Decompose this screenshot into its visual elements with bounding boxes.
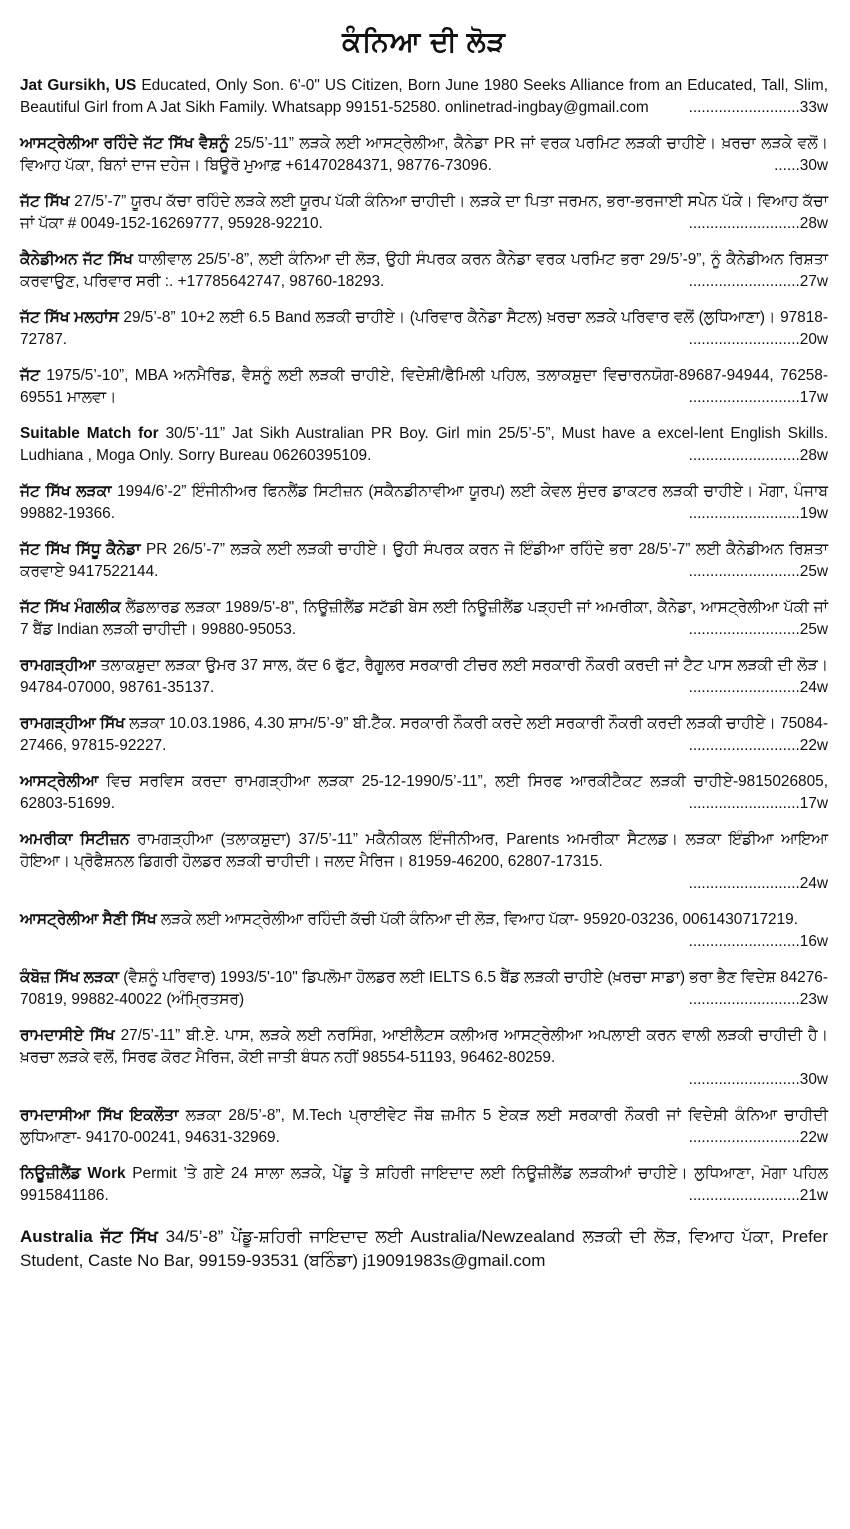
ad-lead: ਅਮਰੀਕਾ ਸਿਟੀਜ਼ਨ bbox=[20, 831, 130, 848]
ad-lead: ਰਾਮਦਾਸੀਏ ਸਿੱਖ bbox=[20, 1027, 115, 1044]
ad-lead: ਰਾਮਗੜ੍ਹੀਆ bbox=[20, 657, 96, 674]
page-title: ਕੰਨਿਆ ਦੀ ਲੋੜ bbox=[342, 26, 506, 57]
ad-item bbox=[20, 829, 828, 895]
ad-text: 34/5’-8” ਪੇਂਡੂ-ਸ਼ਹਿਰੀ ਜਾਇਦਾਦ ਲਈ Australia/Newzealand ਲੜਕੀ ਦੀ ਲੋੜ, ਵਿਆਹ ਪੱਕਾ, Prefer Student, Caste No Bar, 99159-93531 (ਬਠਿੰਡਾ) j19091983s@gmail.com bbox=[20, 1227, 828, 1270]
ad-text: PR 26/5’-7” ਲੜਕੇ ਲਈ ਲੜਕੀ ਚਾਹੀਏ। ਉਹੀ ਸੰਪਰਕ ਕਰਨ ਜੋ ਇੰਡੀਆ ਰਹਿੰਦੇ ਭਰਾ 28/5’-7” ਲਈ ਕੈਨੇਡੀਅਨ ਰਿਸ਼ਤਾ ਕਰਵਾਏ 9417522144. bbox=[20, 541, 828, 580]
ad-item bbox=[20, 481, 828, 525]
ad-lead: ਆਸਟ੍ਰੇਲੀਆ ਸੈਣੀ ਸਿੱਖ bbox=[20, 911, 157, 928]
ad-code: ..........................24w bbox=[688, 875, 828, 892]
ad-text: 29/5’-8” 10+2 ਲਈ 6.5 Band ਲੜਕੀ ਚਾਹੀਏ। (ਪਰਿਵਾਰ ਕੈਨੇਡਾ ਸੈਟਲ) ਖ਼ਰਚਾ ਲੜਕੇ ਪਰਿਵਾਰ ਵਲੋਂ (ਲੁਧਿਆਣਾ)। 97818-72787. bbox=[20, 309, 828, 348]
ad-code: ..........................30w bbox=[688, 1071, 828, 1088]
ad-lead: ਕੰਬੋਜ਼ ਸਿੱਖ ਲੜਕਾ bbox=[20, 969, 120, 986]
ad-lead: ਜੱਟ bbox=[20, 367, 40, 384]
ad-item bbox=[20, 1105, 828, 1149]
ad-item bbox=[20, 423, 828, 467]
ad-text: ਵਿਚ ਸਰਵਿਸ ਕਰਦਾ ਰਾਮਗੜ੍ਹੀਆ ਲੜਕਾ 25-12-1990/5’-11”, ਲਈ ਸਿਰਫ ਆਰਕੀਟੈਕਟ ਲੜਕੀ ਚਾਹੀਏ-9815026805, 62803-51699. bbox=[20, 773, 828, 812]
ad-text: 25/5’-11” ਲੜਕੇ ਲਈ ਆਸਟ੍ਰੇਲੀਆ, ਕੈਨੇਡਾ PR ਜਾਂ ਵਰਕ ਪਰਮਿਟ ਲੜਕੀ ਚਾਹੀਏ। ਖ਼ਰਚਾ ਲੜਕੇ ਵਲੋਂ। ਵਿਆਹ ਪੱਕਾ, ਬਿਨਾਂ ਦਾਜ ਦਹੇਜ। ਬਿਊਰੋ ਮੁਆਫ਼ +61470284371, 98776-73096. bbox=[20, 135, 828, 174]
ad-lead: ਰਾਮਦਾਸੀਆ ਸਿੱਖ ਇਕਲੌਤਾ bbox=[20, 1107, 179, 1124]
ad-item bbox=[20, 1025, 828, 1091]
ad-text: 30/5’-11” Jat Sikh Australian PR Boy. Girl min 25/5’-5”, Must have a excel-lent English Skills. Ludhiana , Moga Only. Sorry Bureau 06260395109. bbox=[20, 425, 828, 464]
ad-code: ..........................17w bbox=[688, 795, 828, 812]
ad-lead: Australia ਜੱਟ ਸਿੱਖ bbox=[20, 1227, 158, 1246]
ad-code: ..........................25w bbox=[688, 563, 828, 580]
classifieds-page bbox=[0, 26, 850, 1529]
ad-text: ਤਲਾਕਸ਼ੁਦਾ ਲੜਕਾ ਉਮਰ 37 ਸਾਲ, ਕੱਦ 6 ਫੁੱਟ, ਰੈਗੂਲਰ ਸਰਕਾਰੀ ਟੀਚਰ ਲਈ ਸਰਕਾਰੀ ਨੌਕਰੀ ਕਰਦੀ ਜਾਂ ਟੈਟ ਪਾਸ ਲੜਕੀ ਦੀ ਲੋੜ। 94784-07000, 98761-35137. bbox=[20, 657, 828, 696]
ad-code: ..........................16w bbox=[688, 933, 828, 950]
ad-lead: ਕੈਨੇਡੀਅਨ ਜੱਟ ਸਿੱਖ bbox=[20, 251, 133, 268]
ad-text: 27/5’-7” ਯੂਰਪ ਕੱਚਾ ਰਹਿੰਦੇ ਲੜਕੇ ਲਈ ਯੂਰਪ ਪੱਕੀ ਕੰਨਿਆ ਚਾਹੀਦੀ। ਲੜਕੇ ਦਾ ਪਿਤਾ ਜਰਮਨ, ਭਰਾ-ਭਰਜਾਈ ਸਪੇਨ ਪੱਕੇ। ਵਿਆਹ ਕੱਚਾ ਜਾਂ ਪੱਕਾ # 0049-152-16269777, 95928-92210. bbox=[20, 193, 828, 232]
ad-item bbox=[20, 539, 828, 583]
ad-code: ......30w bbox=[774, 157, 828, 174]
ad-code: ..........................20w bbox=[688, 331, 828, 348]
ad-lead: ਆਸਟ੍ਰੇਲੀਆ bbox=[20, 773, 99, 790]
ad-item bbox=[20, 597, 828, 641]
ad-text: 27/5’-11” ਬੀ.ਏ. ਪਾਸ, ਲੜਕੇ ਲਈ ਨਰਸਿੰਗ, ਆਈਲੈਟਸ ਕਲੀਅਰ ਆਸਟ੍ਰੇਲੀਆ ਅਪਲਾਈ ਕਰਨ ਵਾਲੀ ਲੜਕੀ ਚਾਹੀਦੀ ਹੈ। ਖ਼ਰਚਾ ਲੜਕੇ ਵਲੋਂ, ਸਿਰਫ ਕੋਰਟ ਮੈਰਿਜ, ਕੋਈ ਜਾਤੀ ਬੰਧਨ ਨਹੀਂ 98554-51193, 96462-80259. bbox=[20, 1027, 828, 1066]
ad-text: ਰਾਮਗੜ੍ਹੀਆ (ਤਲਾਕਸ਼ੁਦਾ) 37/5’-11” ਮਕੈਨੀਕਲ ਇੰਜੀਨੀਅਰ, Parents ਅਮਰੀਕਾ ਸੈਟਲਡ। ਲੜਕਾ ਇੰਡੀਆ ਆਇਆ ਹੋਇਆ। ਪ੍ਰੋਫੈਸ਼ਨਲ ਡਿਗਰੀ ਹੋਲਡਰ ਲੜਕੀ ਚਾਹੀਦੀ। ਜਲਦ ਮੈਰਿਜ। 81959-46200, 62807-17315. bbox=[20, 831, 828, 870]
ad-text: ਲੜਕੇ ਲਈ ਆਸਟ੍ਰੇਲੀਆ ਰਹਿੰਦੀ ਕੱਚੀ ਪੱਕੀ ਕੰਨਿਆ ਦੀ ਲੋੜ, ਵਿਆਹ ਪੱਕਾ- 95920-03236, 0061430717219. bbox=[156, 911, 798, 928]
ad-item bbox=[20, 133, 828, 177]
ad-item bbox=[20, 909, 828, 953]
ad-text: Permit ’ਤੇ ਗਏ 24 ਸਾਲਾ ਲੜਕੇ, ਪੇਂਡੂ ਤੇ ਸ਼ਹਿਰੀ ਜਾਇਦਾਦ ਲਈ ਨਿਊਜ਼ੀਲੈਂਡ ਲੜਕੀਆਂ ਚਾਹੀਏ। ਲੁਧਿਆਣਾ, ਮੋਗਾ ਪਹਿਲ 9915841186. bbox=[20, 1165, 828, 1204]
ad-lead: ਆਸਟ੍ਰੇਲੀਆ ਰਹਿੰਦੇ ਜੱਟ ਸਿੱਖ ਵੈਸ਼ਨੂੰ bbox=[20, 135, 229, 152]
ad-lead: ਜੱਟ ਸਿੱਖ bbox=[20, 193, 70, 210]
ad-code: ..........................19w bbox=[688, 505, 828, 522]
ad-item bbox=[20, 75, 828, 119]
ad-code: ..........................33w bbox=[688, 99, 828, 116]
ad-item bbox=[20, 365, 828, 409]
ad-text: 1975/5’-10”, MBA ਅਨਮੈਰਿਡ, ਵੈਸ਼ਨੂੰ ਲਈ ਲੜਕੀ ਚਾਹੀਏ, ਵਿਦੇਸ਼ੀ/ਫੈਮਿਲੀ ਪਹਿਲ, ਤਲਾਕਸ਼ੁਦਾ ਵਿਚਾਰਨਯੋਗ-89687-94944, 76258-69551 ਮਾਲਵਾ। bbox=[20, 367, 828, 406]
ad-lead: ਨਿਊਜ਼ੀਲੈਂਡ Work bbox=[20, 1165, 126, 1182]
ad-item bbox=[20, 655, 828, 699]
ad-item bbox=[20, 713, 828, 757]
ad-code: ..........................27w bbox=[688, 273, 828, 290]
ad-code: ..........................28w bbox=[688, 447, 828, 464]
ad-item bbox=[20, 967, 828, 1011]
ad-code: ..........................24w bbox=[688, 679, 828, 696]
ad-item bbox=[20, 249, 828, 293]
ad-item bbox=[20, 771, 828, 815]
ad-text: ਧਾਲੀਵਾਲ 25/5’-8”, ਲਈ ਕੰਨਿਆ ਦੀ ਲੋੜ, ਉਹੀ ਸੰਪਰਕ ਕਰਨ ਕੈਨੇਡਾ ਵਰਕ ਪਰਮਿਟ ਭਰਾ 29/5’-9”, ਨੂੰ ਕੈਨੇਡੀਅਨ ਰਿਸ਼ਤਾ ਕਰਵਾਉਣ, ਪਰਿਵਾਰ ਸਰੀ :. +17785642747, 98760-18293. bbox=[20, 251, 828, 290]
ad-code: ..........................21w bbox=[688, 1187, 828, 1204]
ad-item bbox=[20, 191, 828, 235]
ad-item bbox=[20, 307, 828, 351]
ad-text: ਲੈਂਡਲਾਰਡ ਲੜਕਾ 1989/5'-8", ਨਿਊਜ਼ੀਲੈਂਡ ਸਟੱਡੀ ਬੇਸ ਲਈ ਨਿਊਜ਼ੀਲੈਂਡ ਪੜ੍ਹਦੀ ਜਾਂ ਅਮਰੀਕਾ, ਕੈਨੇਡਾ, ਆਸਟ੍ਰੇਲੀਆ ਪੱਕੀ ਜਾਂ 7 ਬੈਂਡ Indian ਲੜਕੀ ਚਾਹੀਦੀ। 99880-95053. bbox=[20, 599, 828, 638]
ad-text: 1994/6’-2” ਇੰਜੀਨੀਅਰ ਫਿਨਲੈਂਡ ਸਿਟੀਜ਼ਨ (ਸਕੈਨਡੀਨਾਵੀਆ ਯੂਰਪ) ਲਈ ਕੇਵਲ ਸੁੰਦਰ ਡਾਕਟਰ ਲੜਕੀ ਚਾਹੀਏ। ਮੋਗਾ, ਪੰਜਾਬ 99882-19366. bbox=[20, 483, 828, 522]
ad-text: ਲੜਕਾ 10.03.1986, 4.30 ਸ਼ਾਮ/5’-9” ਬੀ.ਟੈੱਕ. ਸਰਕਾਰੀ ਨੌਕਰੀ ਕਰਦੇ ਲਈ ਸਰਕਾਰੀ ਨੌਕਰੀ ਕਰਦੀ ਲੜਕੀ ਚਾਹੀਏ। 75084-27466, 97815-92227. bbox=[20, 715, 828, 754]
ad-lead: ਜੱਟ ਸਿੱਖ ਸਿੱਧੂ ਕੈਨੇਡਾ bbox=[20, 541, 141, 558]
ad-code: ..........................22w bbox=[688, 737, 828, 754]
ad-text: (ਵੈਸ਼ਨੂੰ ਪਰਿਵਾਰ) 1993/5'-10" ਡਿਪਲੋਮਾ ਹੋਲਡਰ ਲਈ IELTS 6.5 ਬੈਂਡ ਲੜਕੀ ਚਾਹੀਏ (ਖ਼ਰਚਾ ਸਾਡਾ) ਭਰਾ ਭੈਣ ਵਿਦੇਸ਼ 84276-70819, 99882-40022 (ਅੰਮ੍ਰਿਤਸਰ) bbox=[20, 969, 828, 1008]
ad-lead: ਰਾਮਗੜ੍ਹੀਆ ਸਿੱਖ bbox=[20, 715, 125, 732]
ad-lead: ਜੱਟ ਸਿੱਖ ਮੰਗਲੀਕ bbox=[20, 599, 121, 616]
ad-lead: Suitable Match for bbox=[20, 425, 159, 442]
ad-lead: Jat Gursikh, US bbox=[20, 77, 137, 94]
ad-lead: ਜੱਟ ਸਿੱਖ ਲੜਕਾ bbox=[20, 483, 112, 500]
ad-text: Educated, Only Son. 6'-0" US Citizen, Born June 1980 Seeks Alliance from an Educated, Tall, Slim, Beautiful Girl from A Jat Sikh Family. Whatsapp 99151-52580. onlinetrad-ingbay@gmail.com bbox=[20, 77, 828, 116]
ad-item bbox=[20, 1163, 828, 1207]
ad-code: ..........................23w bbox=[688, 991, 828, 1008]
ad-lead: ਜੱਟ ਸਿੱਖ ਮਲਹਾਂਸ bbox=[20, 309, 119, 326]
ad-code: ..........................17w bbox=[688, 389, 828, 406]
ad-text: ਲੜਕਾ 28/5’-8”, M.Tech ਪ੍ਰਾਈਵੇਟ ਜੌਬ ਜ਼ਮੀਨ 5 ਏਕੜ ਲਈ ਸਰਕਾਰੀ ਨੌਕਰੀ ਜਾਂ ਵਿਦੇਸ਼ੀ ਕੰਨਿਆ ਚਾਹੀਦੀ ਲੁਧਿਆਣਾ- 94170-00241, 94631-32969. bbox=[20, 1107, 828, 1146]
ad-item bbox=[20, 1225, 828, 1273]
ad-code: ..........................25w bbox=[688, 621, 828, 638]
ad-code: ..........................28w bbox=[688, 215, 828, 232]
ad-code: ..........................22w bbox=[688, 1129, 828, 1146]
